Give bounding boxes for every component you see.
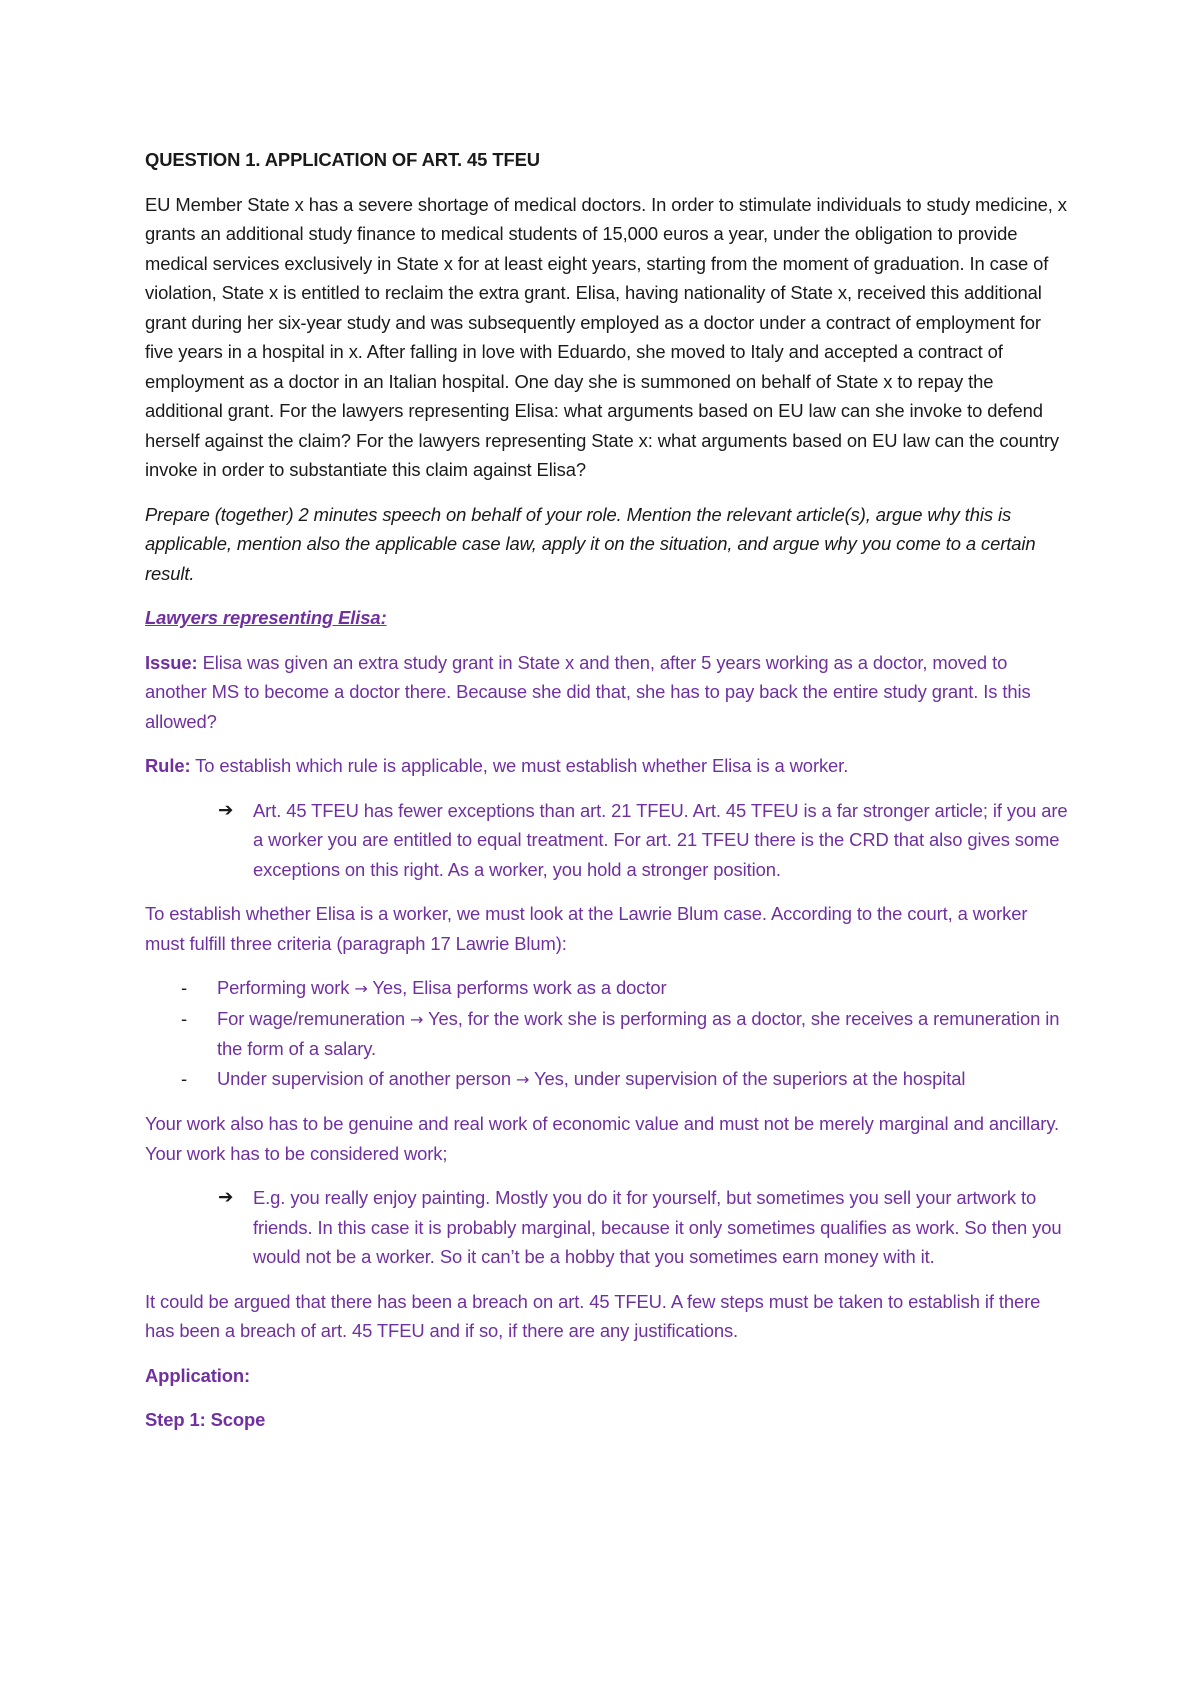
- dash-bullet: -: [181, 1067, 188, 1089]
- instruction-paragraph: Prepare (together) 2 minutes speech on behalf of your role. Mention the relevant article(s), argue why this is applicable, mention also the applicable case law, apply it on the situation, and argue why you come to a certain result.: [145, 503, 1036, 584]
- breach-paragraph: It could be argued that there has been a breach on art. 45 TFEU. A few steps must be taken to establish if there has been a breach of art. 45 TFEU and if so, if there are any justifications.: [145, 1290, 1041, 1341]
- issue-paragraph: [145, 648, 1070, 737]
- list-item: [145, 1064, 1070, 1095]
- criterion-label: Performing work: [217, 977, 355, 998]
- issue-label: Issue:: [145, 651, 198, 673]
- criterion-answer: Yes, Elisa performs work as a doctor: [367, 977, 667, 998]
- issue-text: Elisa was given an extra study grant in State x and then, after 5 years working as a doctor, moved to another MS to become a doctor there. Because she did that, she has to pay back the entire study grant. Is this allowed?: [145, 651, 1031, 732]
- list-item: [145, 1004, 1070, 1064]
- rule-paragraph: [145, 751, 1070, 781]
- arrow-right-icon: →: [354, 979, 368, 998]
- arrow-right-icon: →: [516, 1069, 530, 1089]
- question-body: EU Member State x has a severe shortage of medical doctors. In order to stimulate individuals to study medicine, x grants an additional study finance to medical students of 15,000 euros a year, under the obligation to provide medical services exclusively in State x for at least eight years, starting from the moment of graduation. In case of violation, State x is entitled to reclaim the extra grant. Elisa, having nationality of State x, received this additional grant during her six-year study and was subsequently employed as a doctor under a contract of employment for five years in a hospital in x. After falling in love with Eduardo, she moved to Italy and accepted a contract of employment as a doctor in an Italian hospital. One day she is summoned on behalf of State x to repay the additional grant. For the lawyers representing Elisa: what arguments based on EU law can she invoke to defend herself against the claim? For the lawyers representing State x: what arguments based on EU law can the country invoke in order to substantiate this claim against Elisa?: [145, 193, 1067, 480]
- question-title: QUESTION 1. APPLICATION OF ART. 45 TFEU: [145, 149, 540, 170]
- criterion-label: Under supervision of another person: [217, 1067, 517, 1089]
- criterion-answer: Yes, under supervision of the superiors at the hospital: [529, 1067, 966, 1089]
- dash-bullet: -: [181, 1007, 188, 1029]
- section-title-elisa: Lawyers representing Elisa:: [145, 607, 387, 628]
- dash-bullet: -: [181, 977, 188, 998]
- step1-heading: Step 1: Scope: [145, 1409, 266, 1430]
- example-note-block: [145, 1183, 1070, 1272]
- criterion-label: For wage/remuneration: [217, 1007, 411, 1029]
- example-note-text: E.g. you really enjoy painting. Mostly you do it for yourself, but sometimes you sell your artwork to friends. In this case it is probably marginal, because it only sometimes qualifies as work. So then you would not be a worker. So it can’t be a hobby that you sometimes earn money with it.: [253, 1187, 1062, 1267]
- document-page: [145, 145, 1070, 1450]
- arrow-right-icon: ➔: [218, 1187, 234, 1208]
- genuine-work-paragraph: Your work also has to be genuine and real work of economic value and must not be merely marginal and ancillary. Your work has to be considered work;: [145, 1113, 1060, 1164]
- application-heading: Application:: [145, 1364, 251, 1386]
- worker-intro-paragraph: To establish whether Elisa is a worker, we must look at the Lawrie Blum case. According to the court, a worker must fulfill three criteria (paragraph 17 Lawrie Blum):: [145, 903, 1028, 954]
- criteria-list: [145, 973, 1070, 1094]
- arrow-right-icon: →: [410, 1009, 424, 1029]
- rule-label: Rule:: [145, 755, 191, 776]
- arrow-right-icon: ➔: [218, 799, 234, 821]
- criterion-answer: Yes, for the work she is performing as a doctor, she receives a remuneration in the form of a salary.: [217, 1007, 1060, 1059]
- rule-note-block: [145, 796, 1070, 885]
- rule-text: To establish which rule is applicable, we must establish whether Elisa is a worker.: [190, 755, 849, 776]
- list-item: [145, 973, 1070, 1004]
- rule-note-text: Art. 45 TFEU has fewer exceptions than art. 21 TFEU. Art. 45 TFEU is a far stronger article; if you are a worker you are entitled to equal treatment. For art. 21 TFEU there is the CRD that also gives some exceptions on this right. As a worker, you hold a stronger position.: [253, 799, 1068, 880]
